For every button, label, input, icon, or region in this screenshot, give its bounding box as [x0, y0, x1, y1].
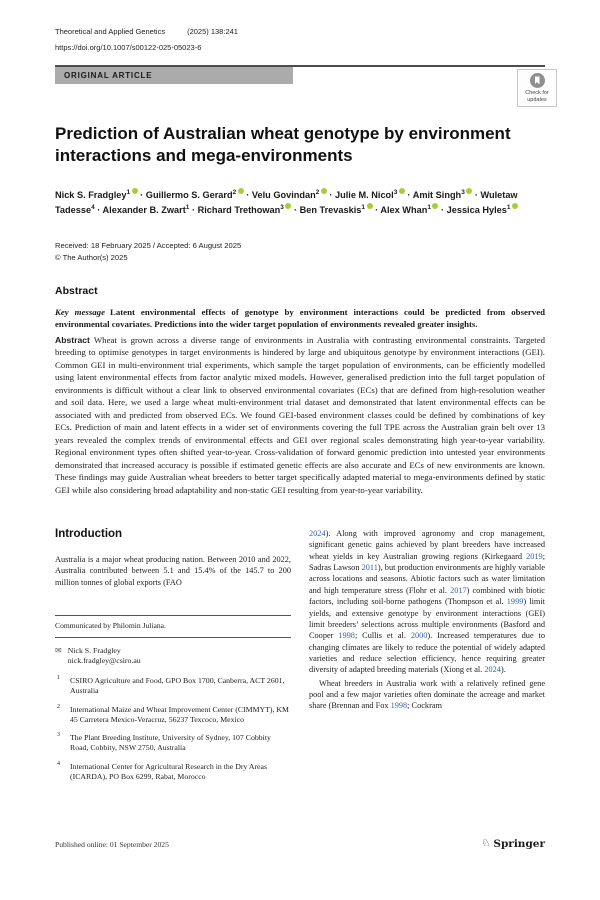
- affiliation-superscript: 2: [315, 188, 320, 196]
- author-separator: ·: [438, 205, 447, 216]
- article-type-banner: ORIGINAL ARTICLE: [55, 67, 293, 84]
- envelope-icon: ✉: [55, 645, 62, 655]
- published-online: Published online: 01 September 2025: [55, 839, 169, 849]
- author-separator: ·: [137, 189, 146, 200]
- author: Nick S. Fradgley$^1$: [55, 190, 138, 200]
- affiliation: 4 International Center for Agricultural Research in the Dry Areas (ICARDA), PO Box 6299, Rabat, Morocco: [57, 760, 268, 781]
- springer-horse-icon: ♘: [481, 838, 491, 849]
- check-for-updates-label: Check for: [525, 90, 549, 97]
- affiliation-superscript: 1: [126, 188, 131, 196]
- author-separator: ·: [326, 189, 336, 200]
- author: Jessica Hyles$^1$: [447, 205, 518, 215]
- body-paragraph: Wheat breeders in Australia work with a relatively refined gene pool and a few major varieties often dominate the acreage and market share (Brennan and Fox 1998; Cockram: [309, 678, 545, 711]
- author: Amit Singh$^3$: [413, 190, 473, 200]
- author: Richard Trethowan$^3$: [198, 205, 292, 215]
- author: Guillermo S. Gerard$^2$: [146, 190, 244, 200]
- affiliation-number: 4: [57, 760, 60, 767]
- citation-link[interactable]: 2024: [309, 529, 326, 539]
- journal-citation: (2025) 138:241: [187, 27, 238, 36]
- author: Alexander B. Zwart$^1$: [102, 203, 190, 216]
- author-separator: ·: [291, 205, 300, 216]
- author: Velu Govindan$^2$: [252, 190, 327, 200]
- check-for-updates-badge[interactable]: [517, 69, 557, 107]
- affiliation-superscript: 4: [91, 203, 95, 211]
- correspondence: [55, 646, 291, 667]
- citation-link[interactable]: 2019: [526, 551, 543, 561]
- citation-link[interactable]: 2024: [484, 665, 501, 675]
- right-column: [309, 528, 545, 790]
- affiliation-superscript: 3: [280, 203, 284, 211]
- abstract-text: Wheat is grown across a diverse range of environments in Australia with contrasting environmental constraints. Targeted breeding to optimise genotypes in target environments is hindered by large and ubiquitous genotype by environment interactions (GEI). Common GEI in multi-environment trial experiments, which sample the target population of environments, can be efficiently modelled using latent environmental effects from factor analytic mixed models. However, generalised prediction into the full target population of environments is difficult without a clear link to observed environmental covariates (ECs) that are defined from high-resolution weather and soil data. Here, we used a large wheat multi-environment trial dataset and demonstrated that latent environmental effects can be associated with and predicted from observed ECs. We found GEI-based environment classes could be defined by combinations of key ECs. Prediction of main and latent effects in a wider set of environments covering the full TPE across the Australian grain belt over 13 years revealed the complex trends of environmental effects and GEI over regional scales demonstrating high year-to-year variability. Regional environment types often shifted year-to-year. Cross-validation of forward genomic prediction into untested year environments demonstrated that increased accuracy is possible if estimated genetic effects are also accurate and ECs of new environments are known. These findings may guide Australian wheat breeders to better target specifically adapted material to mega-environments defined by static GEI while also considering broad adaptability and non-static GEI resulting from year-to-year variability.: [55, 334, 545, 495]
- flag-icon: [535, 76, 540, 84]
- affiliation-superscript: 1: [506, 203, 511, 211]
- citation-link[interactable]: 2017: [450, 585, 467, 595]
- communicated-by: Communicated by Philomin Juliana.: [55, 621, 166, 631]
- citation-link[interactable]: 1998: [390, 701, 408, 711]
- received-accepted: Received: 18 February 2025 / Accepted: 6 August 2025: [55, 241, 242, 251]
- key-message: [55, 306, 545, 331]
- affiliation-number: 2: [57, 703, 60, 710]
- affiliation-superscript: 1: [185, 203, 190, 211]
- affiliation-superscript: 2: [232, 188, 237, 196]
- two-column-section: [55, 528, 545, 790]
- key-message-text: Latent environmental effects of genotype by environment interactions could be predicted from observed environmental covariates. Predictions into the wider target population of environments revealed greater insights.: [55, 306, 545, 330]
- author-separator: ·: [94, 205, 103, 216]
- introduction-heading: Introduction: [55, 528, 123, 541]
- author: Ben Trevaskis$^1$: [300, 205, 373, 215]
- article-title: Prediction of Australian wheat genotype by environment interactions and mega-environments: [55, 124, 511, 165]
- dates-block: [55, 240, 545, 264]
- correspondence-email[interactable]: nick.fradgley@csiro.au: [67, 656, 141, 666]
- affiliation-number: 1: [57, 674, 60, 681]
- citation-link[interactable]: 2000: [410, 631, 428, 641]
- author-separator: ·: [404, 189, 413, 200]
- journal-name: Theoretical and Applied Genetics: [55, 27, 166, 36]
- author-separator: ·: [243, 189, 252, 200]
- footnote-rule: [55, 615, 291, 616]
- abstract-inline-label: Abstract: [55, 334, 90, 345]
- correspondence-details: [68, 646, 141, 667]
- correspondence-name: Nick S. Fradgley: [67, 645, 121, 655]
- journal-header-line: [55, 26, 545, 37]
- springer-wordmark: Springer: [493, 838, 545, 850]
- author: Alex Whan$^1$: [380, 205, 438, 215]
- author-separator: ·: [372, 205, 381, 216]
- body-paragraph: 2024). Along with improved agronomy and crop management, significant genetic gains achieved by plant breeders have increased wheat yields in key Australian growing regions (Kirkegaard 2019; Sadras Lawson 2011), but production environments are highly variable across locations and seasons. Abiotic factors such as water limitation and high temperature stress (Flohr et al. 2017) combined with biotic factors, including soil-borne pathogens (Thompson et al. 1999) limit yields, and extensive genotype by environment interactions (GEI) limit breeders’ selections across multiple environments (Basford and Cooper 1998; Cullis et al. 2000). Increased temperatures due to changing climates are likely to reduce the potential of widely adapted varieties and reduce selection efficiency, hence requiring greater diversity of adapted breeding materials (Xiong et al. 2024).: [309, 529, 546, 675]
- page-footer: [55, 838, 545, 850]
- author-separator: ·: [189, 205, 198, 216]
- abstract-heading: Abstract: [55, 284, 98, 297]
- author: Wuletaw Tadesse$^4$: [55, 189, 518, 216]
- author: Julie M. Nicol$^3$: [335, 190, 405, 200]
- author-separator: ·: [472, 189, 481, 200]
- affiliation-superscript: 3: [461, 188, 465, 196]
- affiliation-superscript: 3: [393, 188, 398, 196]
- affiliation: 3 The Plant Breeding Institute, University of Sydney, 107 Cobbity Road, Cobbity, NSW 2750, Australia: [57, 732, 271, 753]
- affiliation: 1 CSIRO Agriculture and Food, GPO Box 1700, Canberra, ACT 2601, Australia: [57, 674, 285, 696]
- left-column: [55, 528, 291, 790]
- doi-link[interactable]: https://doi.org/10.1007/s00122-025-05023-6: [55, 43, 202, 53]
- affiliation-number: 3: [57, 732, 60, 739]
- check-for-updates-icon: [530, 73, 545, 88]
- springer-logo: [481, 838, 545, 850]
- abstract-body: [55, 334, 545, 496]
- citation-link[interactable]: 2011: [361, 563, 378, 573]
- affiliation-superscript: 1: [361, 203, 366, 211]
- affiliation-superscript: 1: [427, 203, 431, 211]
- orcid-icon[interactable]: [512, 203, 518, 209]
- citation-link[interactable]: 1998: [338, 631, 355, 641]
- introduction-paragraph: Australia is a major wheat producing nation. Between 2010 and 2022, Australia contributed between 5.1 and 15.4% of the 145.7 to 200 million tonnes of global exports (FAO: [55, 555, 291, 587]
- copyright: © The Author(s) 2025: [55, 252, 128, 262]
- banner-row: [55, 67, 549, 109]
- affiliation-list: [55, 676, 291, 782]
- footnote-block: [55, 615, 291, 782]
- key-message-label: Key message: [55, 306, 105, 317]
- check-for-updates-label: updates: [527, 96, 547, 103]
- author-list: [55, 188, 533, 218]
- footnote-rule: [55, 637, 291, 638]
- affiliation: 2 International Maize and Wheat Improvement Center (CIMMYT), KM 45 Carretera Mexico-Veracruz, 56237 Texcoco, Mexico: [57, 703, 289, 724]
- citation-link[interactable]: 1999: [506, 597, 524, 607]
